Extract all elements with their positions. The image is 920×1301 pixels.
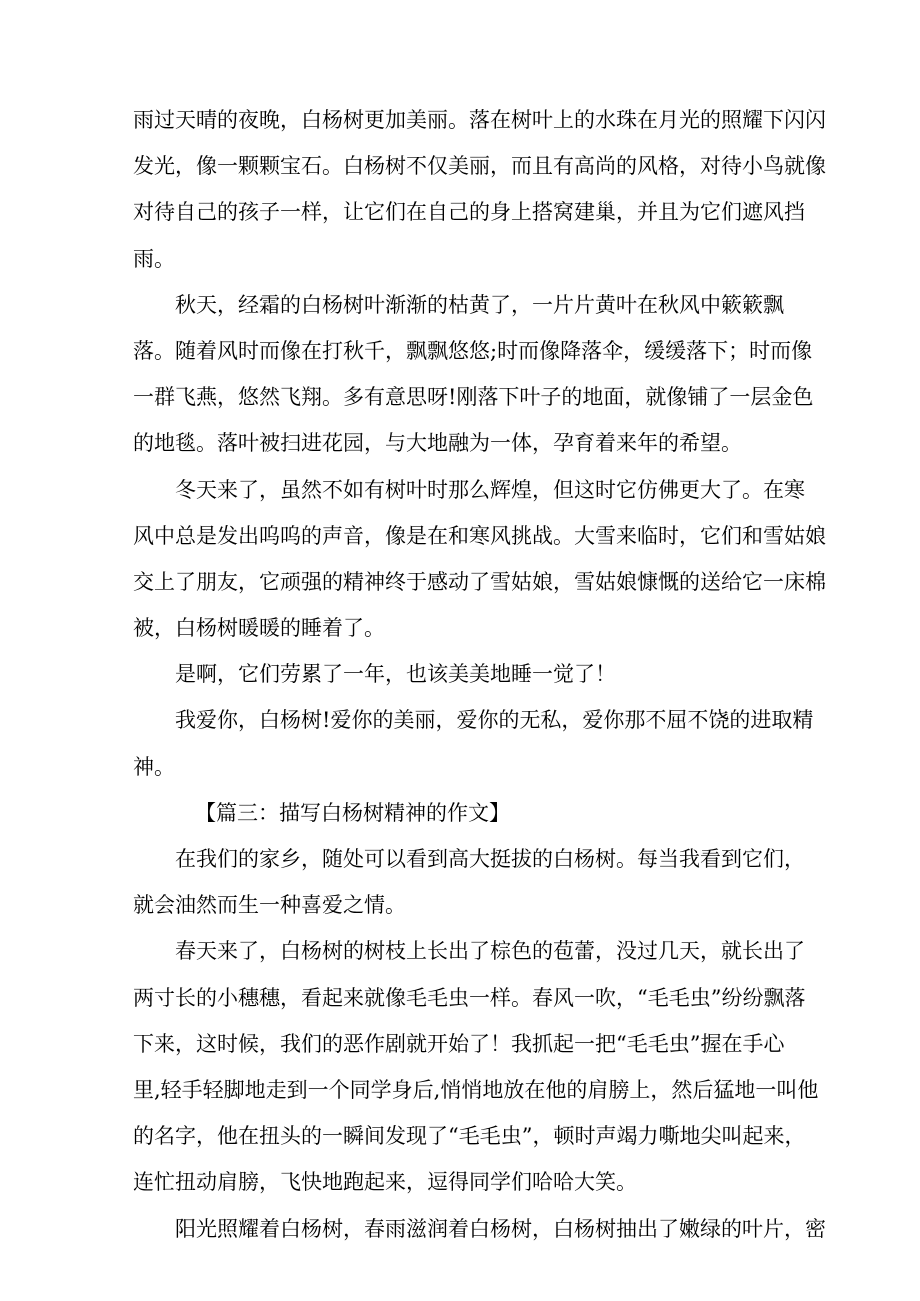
- text-line: 雨。: [133, 246, 175, 271]
- text-line: 的名字，他在扭头的一瞬间发现了“毛毛虫”，顿时声竭力嘶地尖叫起来，: [133, 1124, 806, 1149]
- text-line: 一群飞燕，悠然飞翔。多有意思呀!刚落下叶子的地面，就像铺了一层金色: [133, 385, 814, 410]
- text-line: 雨过天晴的夜晚，白杨树更加美丽。落在树叶上的水珠在月光的照耀下闪闪: [133, 108, 826, 132]
- text-line: 落。随着风时而像在打秋千，飘飘悠悠;时而像降落伞，缓缓落下；时而像: [133, 338, 813, 363]
- text-line: 是啊，它们劳累了一年，也该美美地睡一觉了！: [175, 662, 616, 687]
- text-line: 两寸长的小穗穗，看起来就像毛毛虫一样。春风一吹，“毛毛虫”纷纷飘落: [133, 985, 806, 1010]
- text-line: 冬天来了，虽然不如有树叶时那么辉煌，但这时它仿佛更大了。在寒: [175, 477, 805, 502]
- text-line: 交上了朋友，它顽强的精神终于感动了雪姑娘，雪姑娘慷慨的送给它一床棉: [133, 569, 826, 594]
- text-line: 秋天，经霜的白杨树叶渐渐的枯黄了，一片片黄叶在秋风中簌簌飘: [175, 292, 784, 317]
- text-line: 被，白杨树暖暖的睡着了。: [133, 616, 385, 641]
- text-line: 风中总是发出呜呜的声音，像是在和寒风挑战。大雪来临时，它们和雪姑娘: [133, 523, 826, 548]
- text-line: 发光，像一颗颗宝石。白杨树不仅美丽，而且有高尚的风格，对待小鸟就像: [133, 154, 826, 179]
- text-line: 里,轻手轻脚地走到一个同学身后,悄悄地放在他的肩膀上，然后猛地一叫他: [133, 1077, 819, 1102]
- text-line: 在我们的家乡，随处可以看到高大挺拔的白杨树。每当我看到它们，: [175, 847, 805, 871]
- article-body: [133, 97, 826, 1252]
- text-line: 对待自己的孩子一样，让它们在自己的身上搭窝建巢，并且为它们遮风挡: [133, 200, 805, 225]
- text-line: 下来，这时候，我们的恶作剧就开始了！我抓起一把“毛毛虫”握在手心: [133, 1031, 785, 1056]
- text-line: 连忙扭动肩膀，飞快地跑起来，逗得同学们哈哈大笑。: [133, 1170, 637, 1195]
- section-heading: 【篇三：描写白杨树精神的作文】: [195, 800, 510, 825]
- text-line: 春天来了，白杨树的树枝上长出了棕色的苞蕾，没过几天，就长出了: [175, 939, 805, 964]
- text-line: 阳光照耀着白杨树，春雨滋润着白杨树，白杨树抽出了嫩绿的叶片，密: [175, 1216, 826, 1241]
- text-line: 就会油然而生一种喜爱之情。: [133, 893, 406, 918]
- text-line: 神。: [133, 754, 175, 779]
- text-line: 的地毯。落叶被扫进花园，与大地融为一体，孕育着来年的希望。: [133, 431, 742, 456]
- text-line: 我爱你，白杨树!爱你的美丽，爱你的无私，爱你那不屈不饶的进取精: [175, 708, 814, 733]
